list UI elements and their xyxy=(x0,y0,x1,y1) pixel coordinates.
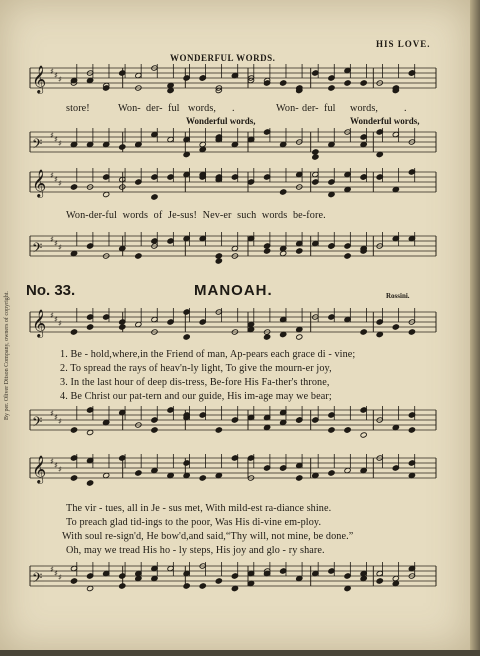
sharp-icon: ♯ xyxy=(50,409,54,418)
note-head xyxy=(344,80,351,86)
verse-line: 4. Be Christ our pat-tern and our guide, His im-age may we bear; xyxy=(60,391,332,402)
sharp-icon: ♯ xyxy=(54,315,58,324)
sharp-icon: ♯ xyxy=(50,457,54,466)
note-head xyxy=(215,427,222,433)
note-head xyxy=(151,194,158,200)
verse-line: The vir - tues, all in Je - sus met, With mild-est ra-diance shine. xyxy=(66,503,332,514)
clef-icon: 𝄢 xyxy=(32,414,43,433)
sharp-icon: ♯ xyxy=(50,171,54,180)
sharp-icon: ♯ xyxy=(58,417,62,426)
lyric-syllable: words, xyxy=(350,103,379,114)
sharp-icon: ♯ xyxy=(54,239,58,248)
sharp-icon: ♯ xyxy=(50,67,54,76)
sharp-icon: ♯ xyxy=(58,179,62,188)
refrain-lyric: Won-der-ful words of Je-sus! Nev-er such words be-fore. xyxy=(66,210,326,221)
note-head xyxy=(408,329,415,335)
clef-icon: 𝄢 xyxy=(32,570,43,589)
note-head xyxy=(296,334,303,340)
bass-cue: Wonderful words, xyxy=(350,116,420,126)
note-head xyxy=(215,258,222,264)
page-edge xyxy=(470,0,480,656)
note-head xyxy=(264,334,271,340)
running-header: HIS LOVE. xyxy=(376,39,431,49)
note-head xyxy=(376,578,383,584)
lyric-syllable: ful xyxy=(168,103,180,114)
clef-icon: 𝄞 xyxy=(32,455,47,483)
sharp-icon: ♯ xyxy=(54,461,58,470)
note-head xyxy=(119,144,126,150)
note-head xyxy=(70,329,77,335)
note-head xyxy=(360,432,367,438)
note-head xyxy=(151,427,158,433)
note-head xyxy=(280,80,287,86)
note-head xyxy=(296,475,303,481)
note-head xyxy=(328,85,335,91)
sharp-icon: ♯ xyxy=(54,71,58,80)
section-title: WONDERFUL WORDS. xyxy=(170,53,276,63)
clef-icon: 𝄢 xyxy=(32,136,43,155)
note-head xyxy=(135,253,142,259)
sharp-icon: ♯ xyxy=(58,139,62,148)
note-head xyxy=(312,154,319,160)
hymn-title: MANOAH. xyxy=(194,282,273,299)
lyric-syllable: Won- xyxy=(118,103,141,114)
composer: Rossini. xyxy=(386,292,410,300)
sharp-icon: ♯ xyxy=(58,465,62,474)
note-head xyxy=(87,480,94,486)
clef-icon: 𝄞 xyxy=(32,309,47,337)
lyric-syllable: ful xyxy=(324,103,336,114)
note-head xyxy=(264,248,271,254)
copyright-note: By per. Oliver Ditson Company, owners of copyright. xyxy=(4,291,10,420)
note-head xyxy=(344,253,351,259)
sharp-icon: ♯ xyxy=(58,319,62,328)
bass-cue: Wonderful words, xyxy=(186,116,256,126)
note-head xyxy=(360,80,367,86)
lyric-syllable: der- xyxy=(302,103,319,114)
sharp-icon: ♯ xyxy=(50,131,54,140)
note-head xyxy=(119,324,126,330)
verse-line: 2. To spread the rays of heav'n-ly light, To give the mourn-er joy, xyxy=(60,363,332,374)
clef-icon: 𝄞 xyxy=(32,169,47,197)
sharp-icon: ♯ xyxy=(58,573,62,582)
lyric-syllable: store! xyxy=(66,103,90,114)
note-head xyxy=(119,583,126,589)
note-head xyxy=(312,149,319,155)
verse-line: 1. Be - hold,where,in the Friend of man, Ap-pears each grace di - vine; xyxy=(60,349,356,360)
lyric-syllable: der- xyxy=(146,103,163,114)
verse-line: With soul re-sign'd, He bow'd,and said,“Thy will, not mine, be done.” xyxy=(62,531,354,542)
lyric-syllable: Won- xyxy=(276,103,299,114)
sharp-icon: ♯ xyxy=(50,565,54,574)
sharp-icon: ♯ xyxy=(50,311,54,320)
clef-icon: 𝄢 xyxy=(32,240,43,259)
note-head xyxy=(135,470,142,476)
note-head xyxy=(344,427,351,433)
note-head xyxy=(87,324,94,330)
note-head xyxy=(215,578,222,584)
note-head xyxy=(183,583,190,589)
lyric-syllable: words, xyxy=(188,103,217,114)
note-head xyxy=(103,85,110,91)
note-head xyxy=(296,248,303,254)
note-head xyxy=(360,329,367,335)
verse-line: To preach glad tid-ings to the poor, Was His di-vine em-ploy. xyxy=(66,517,322,528)
note-head xyxy=(70,578,77,584)
sharp-icon: ♯ xyxy=(54,569,58,578)
note-head xyxy=(280,189,287,195)
lyric-syllable: . xyxy=(404,103,407,114)
sharp-icon: ♯ xyxy=(58,75,62,84)
sharp-icon: ♯ xyxy=(50,235,54,244)
sharp-icon: ♯ xyxy=(54,413,58,422)
page-bottom-edge xyxy=(0,650,480,656)
note-head xyxy=(199,475,206,481)
verse-line: Oh, may we tread His ho - ly steps, His joy and glo - ry share. xyxy=(66,545,325,556)
note-head xyxy=(328,427,335,433)
verse-line: 3. In the last hour of deep dis-tress, Be-fore His Fa-ther's throne, xyxy=(60,377,330,388)
note-head xyxy=(183,334,190,340)
hymn-number: No. 33. xyxy=(26,282,76,299)
sharp-icon: ♯ xyxy=(54,175,58,184)
note-head xyxy=(408,427,415,433)
lyric-syllable: . xyxy=(232,103,235,114)
sharp-icon: ♯ xyxy=(58,243,62,252)
note-head xyxy=(392,324,399,330)
sharp-icon: ♯ xyxy=(54,135,58,144)
note-head xyxy=(70,427,77,433)
note-head xyxy=(215,253,222,259)
note-head xyxy=(70,184,77,190)
note-head xyxy=(328,470,335,476)
note-head xyxy=(199,583,206,589)
note-head xyxy=(70,475,77,481)
clef-icon: 𝄞 xyxy=(32,65,47,93)
note-head xyxy=(264,80,271,86)
